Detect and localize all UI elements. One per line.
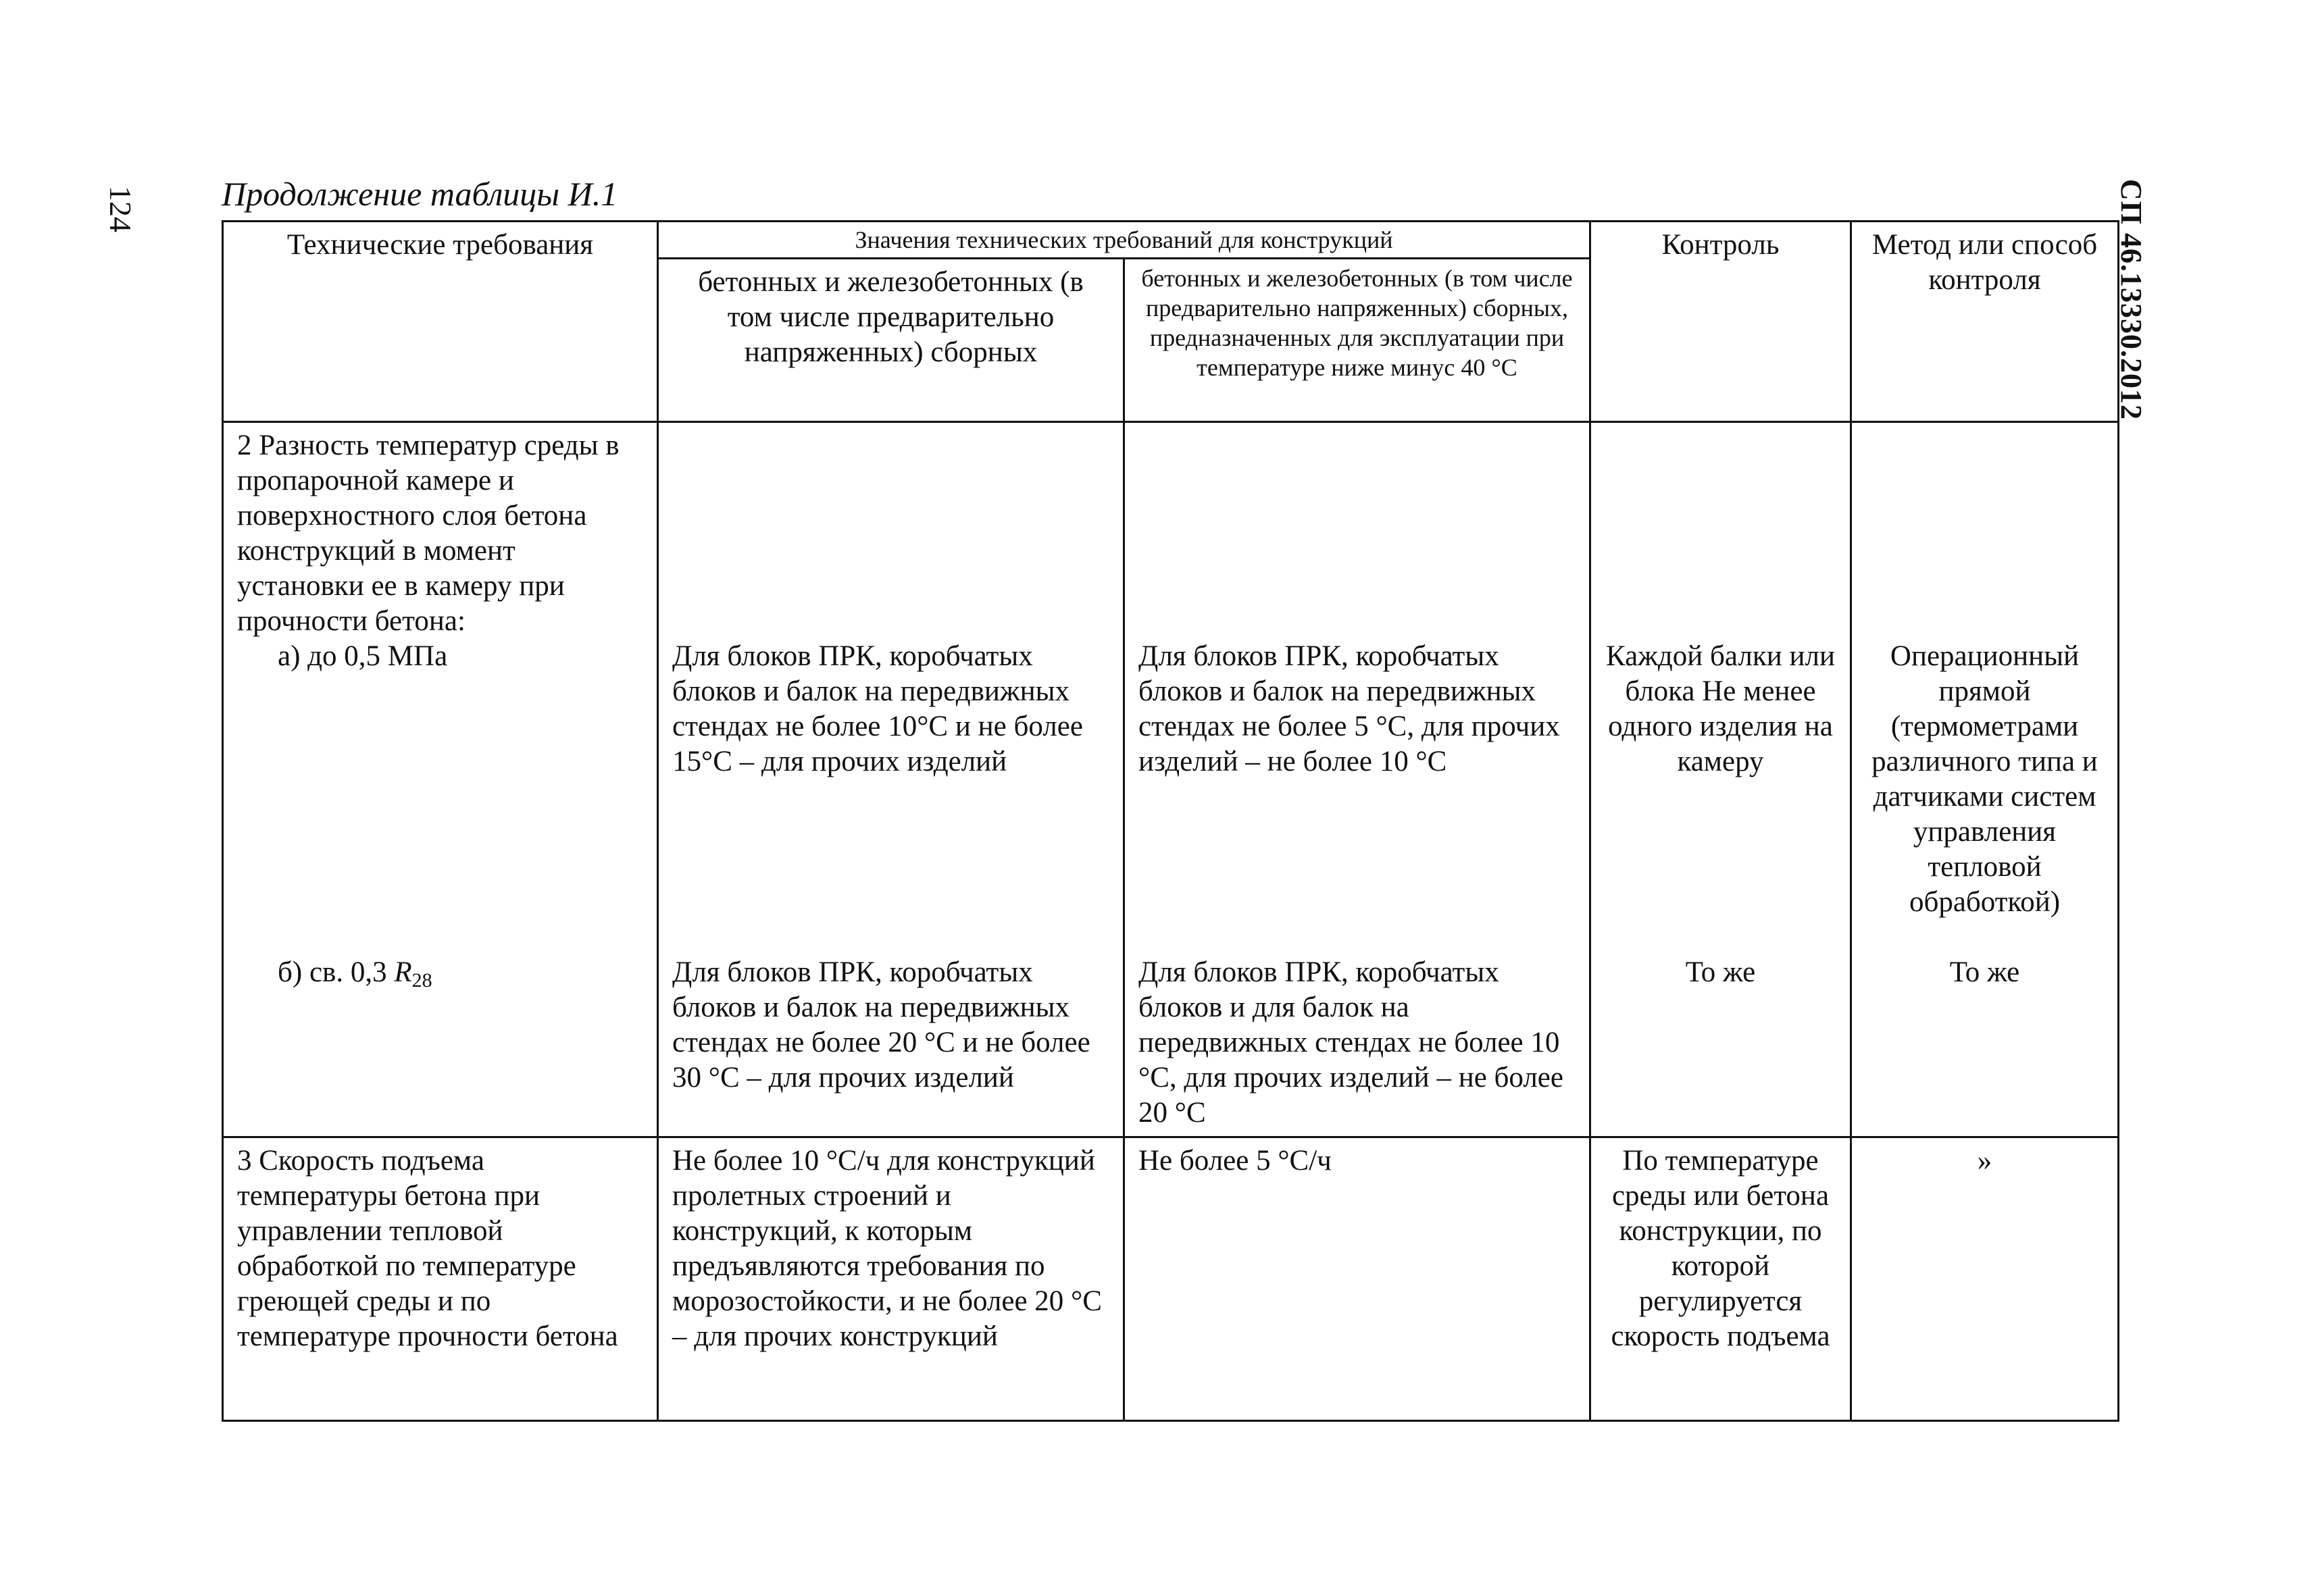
row3-requirement: 3 Скорость подъема температуры бетона при управлении тепловой обработкой по температуре греющей среды и по температуре прочности бетона [223, 1137, 658, 1421]
table-row-2 [223, 422, 2119, 1137]
header-precast: бетонных и железобетонных (в том числе предварительно напряженных) сборных [658, 259, 1124, 422]
row2-method-cell [1851, 422, 2119, 1137]
table-caption: Продолжение таблицы И.1 [222, 175, 618, 213]
header-row-1 [223, 222, 2119, 259]
row2-spacer [1865, 428, 2104, 639]
row2-a-cold: Для блоков ПРК, коробчатых блоков и балок на передвижных стендах не более 5 °С, для прочих изделий – не более 10 °С [1138, 640, 1560, 777]
row2-requirement: 2 Разность температур среды в пропарочной камере и поверхностного слоя бетона конструкций в момент установки ее в камеру при прочности бетона: [237, 430, 620, 637]
row2-a-method: Операционный прямой (термометрами различного типа и датчиками систем управления тепловой обработкой) [1871, 640, 2098, 918]
row2-spacer [1605, 428, 1836, 639]
row2-control-cell [1590, 422, 1851, 1137]
table-row-3 [223, 1137, 2119, 1421]
header-method: Метод или способ контроля [1851, 222, 2119, 422]
row3-method: » [1851, 1137, 2119, 1421]
row2-a-precast: Для блоков ПРК, коробчатых блоков и балок на передвижных стендах не более 10°С и не более 15°С – для прочих изделий [672, 640, 1083, 777]
row2-b-control: То же [1685, 956, 1756, 988]
document-code: СП 46.13330.2012 [2115, 179, 2148, 420]
row2-gap [237, 674, 643, 955]
header-values-group: Значения технических требований для конструкций [658, 222, 1590, 259]
row2-b-precast: Для блоков ПРК, коробчатых блоков и балок на передвижных стендах не более 20 °С и не более 30 °С – для прочих изделий [672, 956, 1090, 1093]
row2-precast-cell [658, 422, 1124, 1137]
row2-b-sub: 28 [411, 969, 432, 992]
row2-b-cold: Для блоков ПРК, коробчатых блоков и для балок на передвижных стендах не более 10 °С, для прочих изделий – не более 20 °С [1138, 956, 1563, 1129]
row2-b-label [237, 955, 643, 998]
row2-b-prefix: б) св. 0,3 [278, 956, 395, 988]
row3-cold: Не более 5 °С/ч [1124, 1137, 1590, 1421]
row3-control: По температуре среды или бетона конструкции, по которой регулируется скорость подъема [1590, 1137, 1851, 1421]
row2-spacer [672, 428, 1109, 639]
row3-precast: Не более 10 °С/ч для конструкций пролетных строений и конструкций, к которым предъявляются требования по морозостойкости, и не более 20 °С – для прочих конструкций [658, 1137, 1124, 1421]
page-number: 124 [103, 186, 138, 232]
header-requirements: Технические требования [223, 222, 658, 422]
row2-b-var: R [394, 956, 412, 988]
header-precast-cold: бетонных и железобетонных (в том числе предварительно напряженных) сборных, предназначенных для эксплуатации при температуре ниже минус 40 °С [1124, 259, 1590, 422]
requirements-table [222, 220, 2119, 1422]
header-control: Контроль [1590, 222, 1851, 422]
row2-a-control: Каждой балки или блока Не менее одного изделия на камеру [1606, 640, 1835, 777]
row2-a-label: а) до 0,5 МПа [278, 640, 448, 672]
row2-b-method: То же [1949, 956, 2020, 988]
row2-spacer [1138, 428, 1576, 639]
row2-cold-cell [1124, 422, 1590, 1137]
row2-requirement-cell [223, 422, 658, 1137]
